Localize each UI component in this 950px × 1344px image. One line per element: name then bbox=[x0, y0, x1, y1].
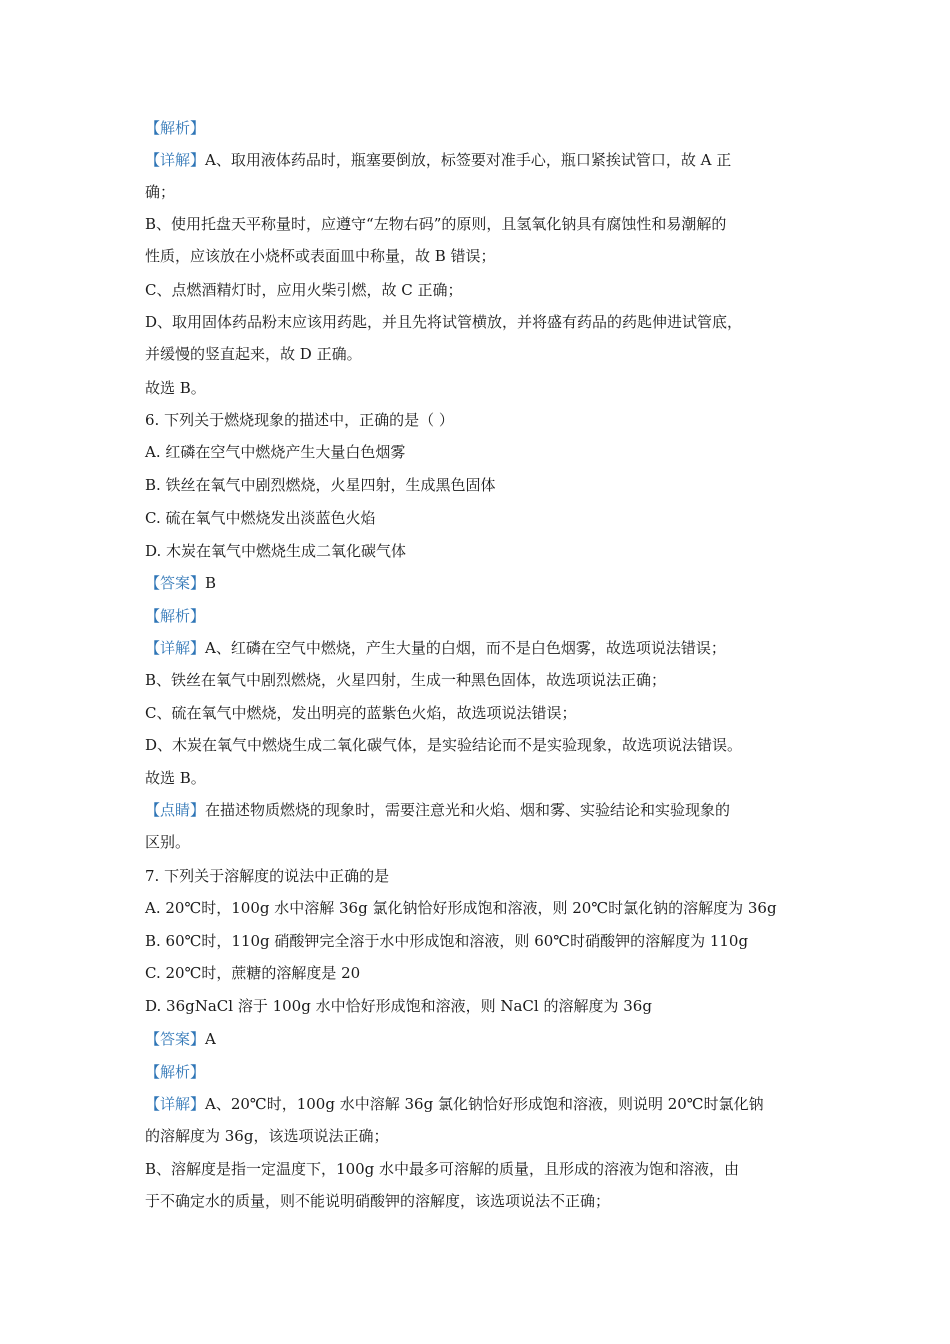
line-text: A、红磷在空气中燃烧，产生大量的白烟，而不是白色烟雾，故选项说法错误； bbox=[205, 639, 726, 657]
section-tag: 【答案】 bbox=[145, 574, 206, 592]
text-line bbox=[145, 1126, 388, 1146]
text-line bbox=[145, 280, 463, 300]
line-text: C、点燃酒精灯时，应用火柴引燃，故 C 正确； bbox=[145, 281, 463, 299]
line-text: 确； bbox=[145, 183, 176, 201]
text-line bbox=[145, 832, 190, 852]
line-text: B、溶解度是指一定温度下，100g 水中最多可溶解的质量，且形成的溶液为饱和溶液，由 bbox=[145, 1160, 740, 1178]
text-line bbox=[145, 800, 730, 820]
line-text: 故选 B。 bbox=[145, 769, 206, 787]
line-text: B bbox=[205, 574, 217, 592]
text-line bbox=[145, 670, 666, 690]
text-line bbox=[145, 246, 496, 266]
text-line bbox=[145, 768, 206, 788]
line-text: A. 20℃时，100g 水中溶解 36g 氯化钠恰好形成饱和溶液，则 20℃时氯化钠的溶解度为 36g bbox=[145, 899, 777, 917]
line-text: A. 红磷在空气中燃烧产生大量白色烟雾 bbox=[145, 443, 406, 461]
line-text: B. 铁丝在氧气中剧烈燃烧，火星四射，生成黑色固体 bbox=[145, 476, 496, 494]
text-line bbox=[145, 1191, 610, 1211]
line-text: 7. 下列关于溶解度的说法中正确的是 bbox=[145, 867, 390, 885]
line-text: B、铁丝在氧气中剧烈燃烧，火星四射，生成一种黑色固体，故选项说法正确； bbox=[145, 671, 667, 689]
text-line bbox=[145, 866, 389, 886]
line-text: A bbox=[205, 1030, 216, 1048]
text-line bbox=[145, 638, 726, 658]
line-text: C、硫在氧气中燃烧，发出明亮的蓝紫色火焰，故选项说法错误； bbox=[145, 704, 577, 722]
text-line bbox=[145, 963, 360, 983]
line-text: B. 60℃时，110g 硝酸钾完全溶于水中形成饱和溶液，则 60℃时硝酸钾的溶解度为 110g bbox=[145, 932, 749, 950]
line-text: 区别。 bbox=[145, 833, 191, 851]
text-line bbox=[145, 442, 405, 462]
line-text: C. 硫在氧气中燃烧发出淡蓝色火焰 bbox=[145, 509, 376, 527]
line-text: 故选 B。 bbox=[145, 379, 206, 397]
line-text: 在描述物质燃烧的现象时，需要注意光和火焰、烟和雾、实验结论和实验现象的 bbox=[205, 801, 731, 819]
text-line bbox=[145, 1094, 764, 1114]
text-line bbox=[145, 118, 205, 138]
text-line bbox=[145, 1062, 205, 1082]
text-line bbox=[145, 1029, 216, 1049]
text-line bbox=[145, 573, 216, 593]
text-line bbox=[145, 378, 206, 398]
section-tag: 【详解】 bbox=[145, 151, 206, 169]
text-line bbox=[145, 898, 777, 918]
text-line bbox=[145, 214, 726, 234]
line-text: 性质，应该放在小烧杯或表面皿中称量，故 B 错误； bbox=[145, 247, 496, 265]
text-line bbox=[145, 1159, 739, 1179]
text-line bbox=[145, 508, 375, 528]
line-text: 并缓慢的竖直起来，故 D 正确。 bbox=[145, 345, 362, 363]
section-tag: 【点睛】 bbox=[145, 801, 206, 819]
text-line bbox=[145, 475, 496, 495]
line-text: A、20℃时，100g 水中溶解 36g 氯化钠恰好形成饱和溶液，则说明 20℃时氯化钠 bbox=[205, 1095, 764, 1113]
text-line bbox=[145, 541, 406, 561]
section-tag: 【解析】 bbox=[145, 1063, 206, 1081]
section-tag: 【详解】 bbox=[145, 639, 206, 657]
line-text: 6. 下列关于燃烧现象的描述中，正确的是（ ） bbox=[145, 411, 454, 429]
text-line bbox=[145, 182, 175, 202]
text-line bbox=[145, 344, 362, 364]
line-text: C. 20℃时，蔗糖的溶解度是 20 bbox=[145, 964, 361, 982]
text-line bbox=[145, 150, 731, 170]
section-tag: 【答案】 bbox=[145, 1030, 206, 1048]
line-text: D. 36gNaCl 溶于 100g 水中恰好形成饱和溶液，则 NaCl 的溶解度为 36g bbox=[145, 997, 652, 1015]
section-tag: 【解析】 bbox=[145, 607, 206, 625]
line-text: D、木炭在氧气中燃烧生成二氧化碳气体，是实验结论而不是实验现象，故选项说法错误。 bbox=[145, 736, 743, 754]
line-text: 于不确定水的质量，则不能说明硝酸钾的溶解度，该选项说法不正确； bbox=[145, 1192, 611, 1210]
line-text: D、取用固体药品粉末应该用药匙，并且先将试管横放，并将盛有药品的药匙伸进试管底， bbox=[145, 313, 743, 331]
text-line bbox=[145, 703, 576, 723]
line-text: D. 木炭在氧气中燃烧生成二氧化碳气体 bbox=[145, 542, 407, 560]
text-line bbox=[145, 312, 742, 332]
text-line bbox=[145, 996, 652, 1016]
text-line bbox=[145, 606, 205, 626]
line-text: B、使用托盘天平称量时，应遵守“左物右码”的原则，且氢氧化钠具有腐蚀性和易潮解的 bbox=[145, 215, 727, 233]
text-line bbox=[145, 410, 454, 430]
line-text: A、取用液体药品时，瓶塞要倒放，标签要对准手心，瓶口紧挨试管口，故 A 正 bbox=[205, 151, 732, 169]
line-text: 的溶解度为 36g，该选项说法正确； bbox=[145, 1127, 389, 1145]
text-line bbox=[145, 735, 742, 755]
text-line bbox=[145, 931, 748, 951]
section-tag: 【解析】 bbox=[145, 119, 206, 137]
section-tag: 【详解】 bbox=[145, 1095, 206, 1113]
